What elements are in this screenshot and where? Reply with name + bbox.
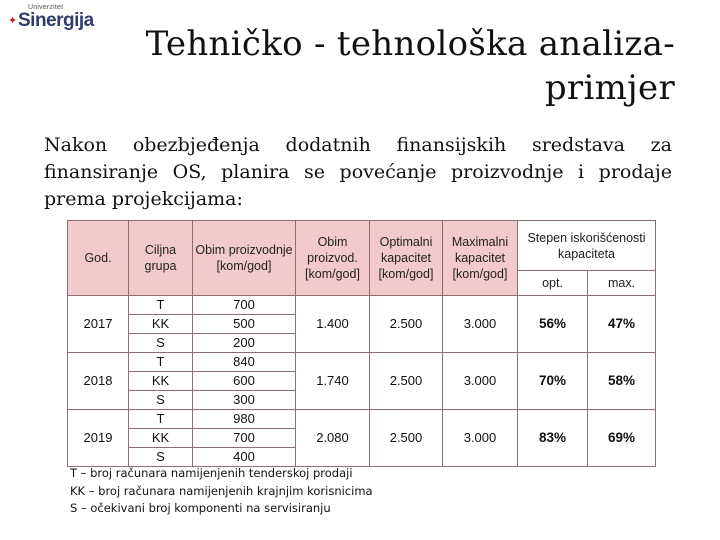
total-cell: 1.740	[296, 353, 370, 410]
opt-cap-cell: 2.500	[370, 296, 443, 353]
util-max-cell: 58%	[588, 353, 656, 410]
table-legend	[70, 465, 373, 518]
header-stepen: Stepen iskorišćenosti kapaciteta	[518, 221, 656, 271]
total-cell: 2.080	[296, 410, 370, 467]
group-cell: T	[129, 353, 193, 372]
header-ciljna-grupa: Ciljna grupa	[129, 221, 193, 296]
total-cell: 1.400	[296, 296, 370, 353]
volume-cell: 840	[193, 353, 296, 372]
page-title-line1: Tehničko - tehnološka analiza-	[145, 24, 675, 64]
logo-top-text: Univerzitet	[28, 4, 64, 11]
header-obim-proizvod: Obim proizvod. [kom/god]	[296, 221, 370, 296]
volume-cell: 200	[193, 334, 296, 353]
util-opt-cell: 83%	[518, 410, 588, 467]
group-cell: S	[129, 334, 193, 353]
group-cell: S	[129, 448, 193, 467]
util-opt-cell: 56%	[518, 296, 588, 353]
volume-cell: 600	[193, 372, 296, 391]
table-row-year: 2018	[68, 353, 129, 410]
util-opt-cell: 70%	[518, 353, 588, 410]
group-cell: KK	[129, 429, 193, 448]
util-max-cell: 47%	[588, 296, 656, 353]
group-cell: KK	[129, 315, 193, 334]
header-max: max.	[588, 271, 656, 296]
legend-item: T – broj računara namijenjenih tenderskoj prodaji	[70, 466, 353, 480]
max-cap-cell: 3.000	[443, 296, 518, 353]
logo-name: Sinergija	[18, 10, 94, 31]
group-cell: T	[129, 410, 193, 429]
legend-item: S – očekivani broj komponenti na servisiranju	[70, 501, 331, 515]
util-max-cell: 69%	[588, 410, 656, 467]
logo-star-icon: ✦	[8, 14, 18, 27]
volume-cell: 700	[193, 429, 296, 448]
projection-table	[67, 220, 656, 467]
volume-cell: 700	[193, 296, 296, 315]
legend-item: KK – broj računara namijenjenih krajnjim korisnicima	[70, 483, 373, 498]
opt-cap-cell: 2.500	[370, 353, 443, 410]
page-title	[55, 22, 675, 110]
group-cell: S	[129, 391, 193, 410]
max-cap-cell: 3.000	[443, 353, 518, 410]
table-row-year: 2017	[68, 296, 129, 353]
header-obim-proizvodnje: Obim proizvodnje [kom/god]	[193, 221, 296, 296]
volume-cell: 300	[193, 391, 296, 410]
intro-paragraph: Nakon obezbjeđenja dodatnih finansijskih sredstava za finansiranje OS, planira se povećanje proizvodnje i prodaje prema projekcijama:	[44, 134, 672, 210]
table-row-year: 2019	[68, 410, 129, 467]
group-cell: T	[129, 296, 193, 315]
header-god: God.	[68, 221, 129, 296]
header-opt: opt.	[518, 271, 588, 296]
header-optimalni-kapacitet: Optimalni kapacitet [kom/god]	[370, 221, 443, 296]
group-cell: KK	[129, 372, 193, 391]
header-maximalni-kapacitet: Maximalni kapacitet [kom/god]	[443, 221, 518, 296]
volume-cell: 400	[193, 448, 296, 467]
max-cap-cell: 3.000	[443, 410, 518, 467]
opt-cap-cell: 2.500	[370, 410, 443, 467]
page-title-line2: primjer	[544, 68, 675, 108]
volume-cell: 500	[193, 315, 296, 334]
volume-cell: 980	[193, 410, 296, 429]
